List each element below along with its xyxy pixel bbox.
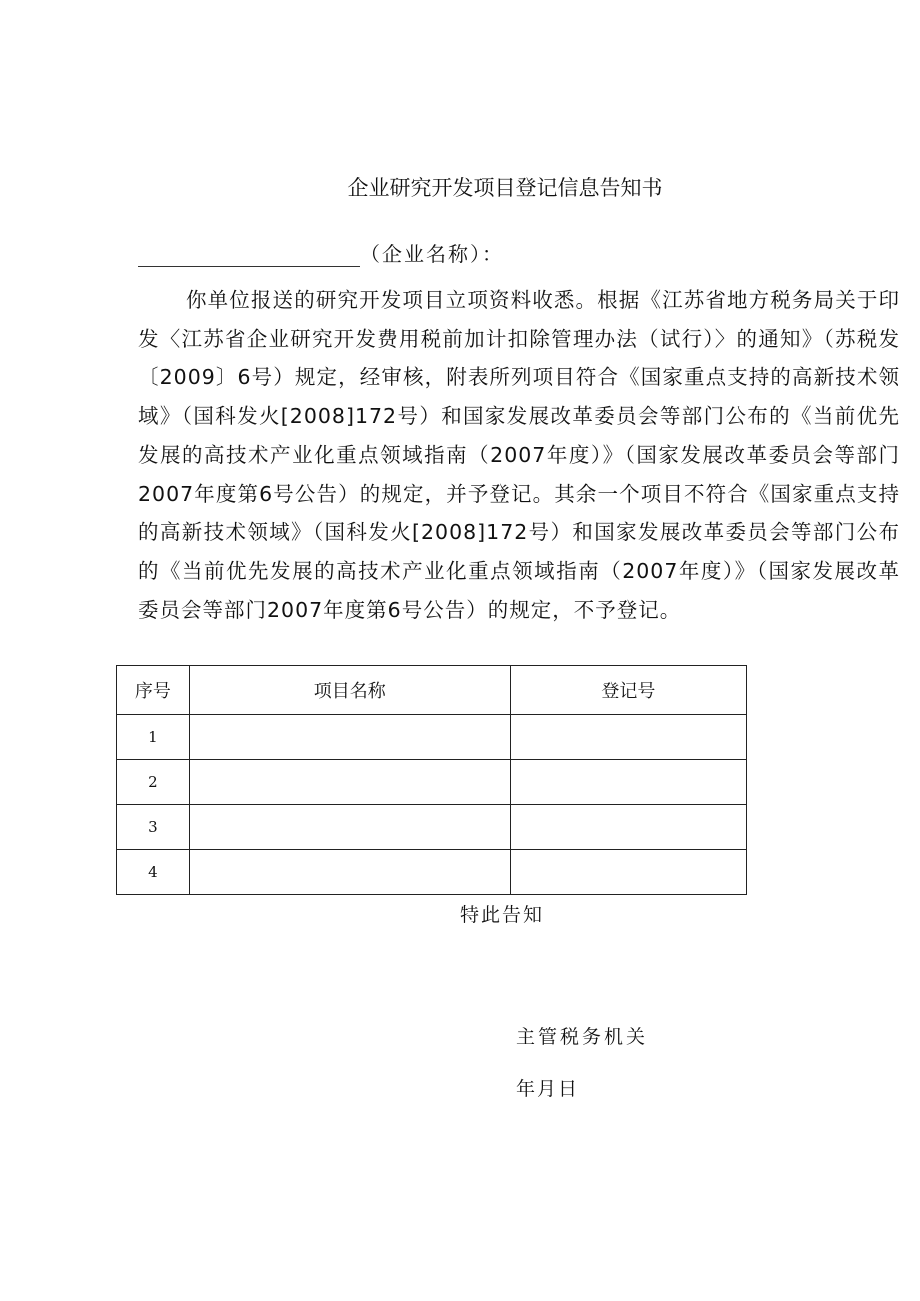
body-paragraph: 你单位报送的研究开发项目立项资料收悉。根据《江苏省地方税务局关于印发〈江苏省企业研究开发费用税前加计扣除管理办法（试行）〉的通知》（苏税发〔2009〕6号）规定，经审核，附表所列项目符合《国家重点支持的高新技术领域》（国科发火[2008]172号）和国家发展改革委员会等部门公布的《当前优先发展的高技术产业化重点领域指南（2007年度）》（国家发展改革委员会等部门2007年度第6号公告）的规定，并予登记。其余一个项目不符合《国家重点支持的高新技术领域》（国科发火[2008]172号）和国家发展改革委员会等部门公布的《当前优先发展的高技术产业化重点领域指南（2007年度）》（国家发展改革委员会等部门2007年度第6号公告）的规定，不予登记。	[138, 288, 900, 622]
issuing-authority: 主管税务机关	[516, 1026, 649, 1048]
row-registration-no[interactable]	[510, 760, 746, 805]
company-name-blank[interactable]	[138, 242, 360, 267]
table-row	[117, 850, 747, 895]
row-project-name[interactable]	[189, 805, 510, 850]
row-registration-no[interactable]	[510, 850, 746, 895]
row-serial: 4	[117, 850, 190, 895]
row-serial: 2	[117, 760, 190, 805]
closing-notice: 特此告知	[460, 904, 545, 926]
table-row	[117, 760, 747, 805]
header-serial: 序号	[117, 666, 190, 715]
table-header-row	[117, 666, 747, 715]
row-project-name[interactable]	[189, 850, 510, 895]
addressee-suffix: （企业名称）：	[360, 242, 504, 266]
header-registration-no: 登记号	[510, 666, 746, 715]
issue-date: 年月日	[516, 1078, 580, 1100]
row-serial: 3	[117, 805, 190, 850]
addressee-line	[138, 238, 504, 267]
header-project-name: 项目名称	[189, 666, 510, 715]
row-project-name[interactable]	[189, 715, 510, 760]
row-registration-no[interactable]	[510, 715, 746, 760]
registration-table	[116, 665, 747, 895]
row-registration-no[interactable]	[510, 805, 746, 850]
table-row	[117, 805, 747, 850]
table-row	[117, 715, 747, 760]
document-title: 企业研究开发项目登记信息告知书	[347, 176, 663, 200]
row-serial: 1	[117, 715, 190, 760]
row-project-name[interactable]	[189, 760, 510, 805]
